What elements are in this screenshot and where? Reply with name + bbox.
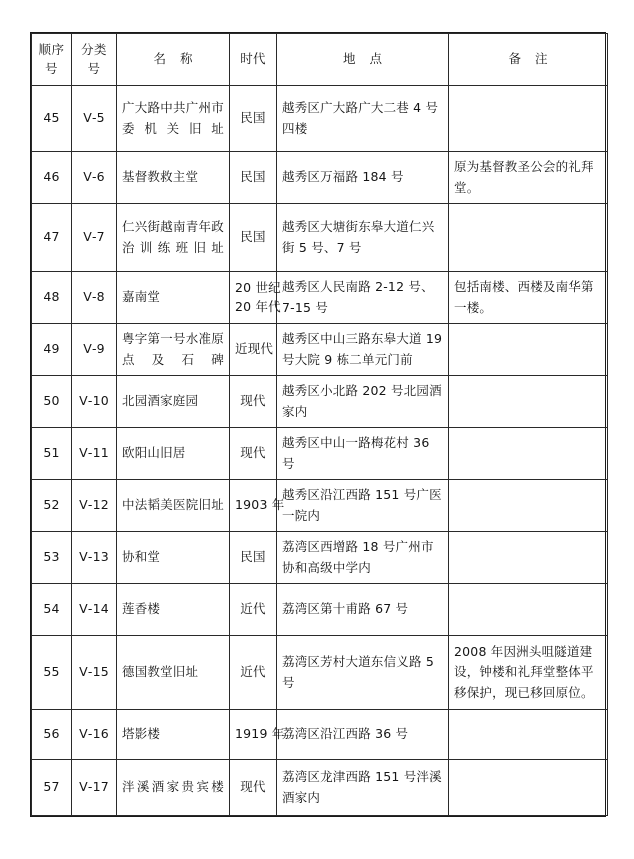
cell-sequence-number: 55 <box>32 636 72 710</box>
table-row <box>32 86 608 152</box>
column-header-sequence-number <box>32 34 72 86</box>
column-header-classification-line2: 号 <box>87 60 101 76</box>
cell-era: 近代 <box>230 584 277 636</box>
column-header-classification-number <box>72 34 117 86</box>
cell-era: 1919 年 <box>230 710 277 760</box>
cell-sequence-number: 47 <box>32 204 72 272</box>
table-row <box>32 376 608 428</box>
column-header-classification-line1: 分类 <box>80 42 107 58</box>
cell-classification-number: Ⅴ-16 <box>72 710 117 760</box>
cell-sequence-number: 45 <box>32 86 72 152</box>
cell-site-name: 嘉南堂 <box>117 272 230 324</box>
table-row <box>32 272 608 324</box>
cell-note: 2008 年因洲头咀隧道建设，钟楼和礼拜堂整体平移保护，现已移回原位。 <box>449 636 608 710</box>
cell-site-name: 德国教堂旧址 <box>117 636 230 710</box>
cell-classification-number: Ⅴ-13 <box>72 532 117 584</box>
cell-site-name: 泮溪酒家贵宾楼 <box>117 760 230 816</box>
cell-sequence-number: 52 <box>32 480 72 532</box>
cell-sequence-number: 50 <box>32 376 72 428</box>
cell-era: 民国 <box>230 204 277 272</box>
cell-note <box>449 428 608 480</box>
cell-location: 越秀区沿江西路 151 号广医一院内 <box>277 480 449 532</box>
cell-site-name: 中法韬美医院旧址 <box>117 480 230 532</box>
column-header-sequence-line2: 号 <box>44 60 58 76</box>
cell-location: 越秀区中山三路东皋大道 19 号大院 9 栋二单元门前 <box>277 324 449 376</box>
cell-note: 原为基督教圣公会的礼拜堂。 <box>449 152 608 204</box>
cell-location: 越秀区人民南路 2-12 号、7-15 号 <box>277 272 449 324</box>
cell-location: 荔湾区西增路 18 号广州市协和高级中学内 <box>277 532 449 584</box>
header-row <box>32 34 608 86</box>
cell-classification-number: Ⅴ-15 <box>72 636 117 710</box>
table-row <box>32 710 608 760</box>
column-header-era: 时代 <box>230 34 277 86</box>
table-row <box>32 152 608 204</box>
cell-sequence-number: 57 <box>32 760 72 816</box>
cell-location: 越秀区中山一路梅花村 36 号 <box>277 428 449 480</box>
cell-classification-number: Ⅴ-6 <box>72 152 117 204</box>
cell-era: 近现代 <box>230 324 277 376</box>
cell-site-name: 粤字第一号水准原点及石碑 <box>117 324 230 376</box>
cell-era <box>230 272 281 324</box>
cell-site-name: 仁兴街越南青年政治训练班旧址 <box>117 204 230 272</box>
cell-location: 荔湾区芳村大道东信义路 5 号 <box>277 636 449 710</box>
cell-era: 民国 <box>230 532 277 584</box>
cell-era: 现代 <box>230 760 277 816</box>
table-row <box>32 204 608 272</box>
table-header <box>32 34 608 86</box>
cell-classification-number: Ⅴ-10 <box>72 376 117 428</box>
cell-site-name: 基督教救主堂 <box>117 152 230 204</box>
table-row <box>32 324 608 376</box>
heritage-sites-table <box>31 33 608 816</box>
table-row <box>32 532 608 584</box>
cell-site-name: 协和堂 <box>117 532 230 584</box>
table-row <box>32 480 608 532</box>
cell-era: 近代 <box>230 636 277 710</box>
cell-classification-number: Ⅴ-5 <box>72 86 117 152</box>
cell-classification-number: Ⅴ-12 <box>72 480 117 532</box>
cell-sequence-number: 49 <box>32 324 72 376</box>
table-row <box>32 584 608 636</box>
table-row <box>32 428 608 480</box>
cell-location: 越秀区小北路 202 号北园酒家内 <box>277 376 449 428</box>
cell-sequence-number: 54 <box>32 584 72 636</box>
cell-era-line2: 20 年代 <box>235 298 281 314</box>
cell-classification-number: Ⅴ-7 <box>72 204 117 272</box>
cell-location: 荔湾区沿江西路 36 号 <box>277 710 449 760</box>
cell-location: 越秀区大塘街东皋大道仁兴街 5 号、7 号 <box>277 204 449 272</box>
column-header-location: 地 点 <box>277 34 449 86</box>
cell-era: 民国 <box>230 152 277 204</box>
cell-era: 现代 <box>230 428 277 480</box>
cell-note <box>449 584 608 636</box>
cell-site-name: 欧阳山旧居 <box>117 428 230 480</box>
cell-site-name: 莲香楼 <box>117 584 230 636</box>
cell-classification-number: Ⅴ-11 <box>72 428 117 480</box>
column-header-sequence-line1: 顺序 <box>38 42 65 58</box>
cell-sequence-number: 51 <box>32 428 72 480</box>
cell-era-line1: 20 世纪 <box>235 279 281 295</box>
cell-note <box>449 532 608 584</box>
heritage-table-container <box>30 32 606 817</box>
cell-classification-number: Ⅴ-8 <box>72 272 117 324</box>
cell-classification-number: Ⅴ-9 <box>72 324 117 376</box>
cell-site-name: 塔影楼 <box>117 710 230 760</box>
cell-era: 现代 <box>230 376 277 428</box>
cell-note <box>449 710 608 760</box>
cell-note: 包括南楼、西楼及南华第一楼。 <box>449 272 608 324</box>
cell-note <box>449 376 608 428</box>
cell-note <box>449 204 608 272</box>
cell-classification-number: Ⅴ-17 <box>72 760 117 816</box>
cell-location: 越秀区广大路广大二巷 4 号四楼 <box>277 86 449 152</box>
column-header-note: 备 注 <box>449 34 608 86</box>
column-header-name: 名 称 <box>117 34 230 86</box>
cell-site-name: 广大路中共广州市委机关旧址 <box>117 86 230 152</box>
cell-sequence-number: 53 <box>32 532 72 584</box>
cell-note <box>449 480 608 532</box>
cell-site-name: 北园酒家庭园 <box>117 376 230 428</box>
cell-location: 越秀区万福路 184 号 <box>277 152 449 204</box>
cell-location: 荔湾区龙津西路 151 号泮溪酒家内 <box>277 760 449 816</box>
table-row <box>32 760 608 816</box>
cell-sequence-number: 46 <box>32 152 72 204</box>
cell-sequence-number: 48 <box>32 272 72 324</box>
cell-note <box>449 760 608 816</box>
cell-era: 民国 <box>230 86 277 152</box>
table-row <box>32 636 608 710</box>
cell-era: 1903 年 <box>230 480 277 532</box>
cell-location: 荔湾区第十甫路 67 号 <box>277 584 449 636</box>
cell-sequence-number: 56 <box>32 710 72 760</box>
cell-classification-number: Ⅴ-14 <box>72 584 117 636</box>
table-body <box>32 86 608 816</box>
cell-note <box>449 86 608 152</box>
cell-note <box>449 324 608 376</box>
